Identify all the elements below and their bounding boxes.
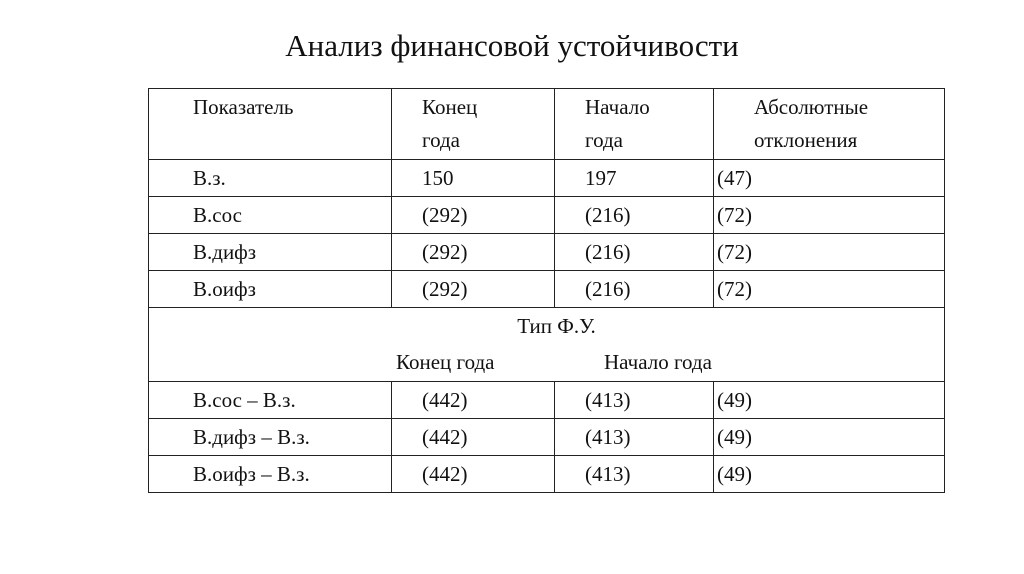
table-cell [392, 382, 555, 419]
table-row [149, 197, 945, 234]
section-row-fu-type [149, 308, 945, 382]
table-cell [555, 271, 714, 308]
table-cell [392, 234, 555, 271]
row-label: В.оифз [193, 277, 256, 301]
cell-value: 197 [585, 166, 617, 190]
cell-value: (216) [585, 240, 631, 264]
header-cell-absolute-deviation [714, 89, 945, 160]
table-cell [392, 197, 555, 234]
cell-value: (216) [585, 203, 631, 227]
table-cell [555, 419, 714, 456]
cell-value: (72) [717, 203, 752, 227]
table-row [149, 456, 945, 493]
cell-value: (49) [717, 425, 752, 449]
header-line: Начало [585, 95, 650, 119]
table-header-row [149, 89, 945, 160]
cell-value: (292) [422, 277, 468, 301]
table-cell [149, 271, 392, 308]
section-title: Тип Ф.У. [517, 314, 596, 338]
table-cell [714, 271, 945, 308]
table-cell [392, 456, 555, 493]
row-label: В.сос – В.з. [193, 388, 296, 412]
cell-value: 150 [422, 166, 454, 190]
table-cell [149, 419, 392, 456]
table-cell [149, 456, 392, 493]
section-subheader-end-of-year: Конец года [396, 350, 495, 374]
header-line: отклонения [754, 128, 858, 152]
row-label: В.дифз – В.з. [193, 425, 310, 449]
cell-value: (442) [422, 388, 468, 412]
cell-value: (413) [585, 388, 631, 412]
table-row [149, 234, 945, 271]
cell-value: (72) [717, 277, 752, 301]
table-cell [714, 160, 945, 197]
table-cell [392, 419, 555, 456]
cell-value: (413) [585, 462, 631, 486]
table-cell [149, 234, 392, 271]
table-cell [555, 197, 714, 234]
cell-value: (292) [422, 203, 468, 227]
cell-value: (47) [717, 166, 752, 190]
header-line: года [585, 128, 623, 152]
table-cell [149, 382, 392, 419]
row-label: В.дифз [193, 240, 257, 264]
page-title: Анализ финансовой устойчивости [285, 28, 739, 63]
header-cell-start-of-year [555, 89, 714, 160]
table-row [149, 271, 945, 308]
cell-value: (49) [717, 462, 752, 486]
cell-value: (216) [585, 277, 631, 301]
cell-value: (72) [717, 240, 752, 264]
header-cell-end-of-year [392, 89, 555, 160]
section-cell [149, 308, 945, 382]
cell-value: (442) [422, 462, 468, 486]
table-cell [714, 456, 945, 493]
header-line: Показатель [193, 95, 294, 119]
table-cell [555, 382, 714, 419]
table-cell [555, 456, 714, 493]
row-label: В.оифз – В.з. [193, 462, 310, 486]
table-row [149, 419, 945, 456]
table-row [149, 382, 945, 419]
row-label: В.з. [193, 166, 226, 190]
table-cell [392, 271, 555, 308]
header-line: Конец [422, 95, 478, 119]
header-line: Абсолютные [754, 95, 869, 119]
table-cell [714, 234, 945, 271]
header-cell-indicator [149, 89, 392, 160]
table-cell [555, 234, 714, 271]
section-subheaders [149, 344, 944, 380]
cell-value: (49) [717, 388, 752, 412]
row-label: В.сос [193, 203, 242, 227]
table-cell [714, 197, 945, 234]
table-cell [714, 419, 945, 456]
header-line: года [422, 128, 460, 152]
table-cell [149, 197, 392, 234]
cell-value: (413) [585, 425, 631, 449]
cell-value: (442) [422, 425, 468, 449]
section-subheader-start-of-year: Начало года [604, 350, 712, 374]
table-cell [149, 160, 392, 197]
financial-stability-table [148, 88, 945, 493]
table-cell [392, 160, 555, 197]
table-row [149, 160, 945, 197]
table-cell [714, 382, 945, 419]
table-cell [555, 160, 714, 197]
cell-value: (292) [422, 240, 468, 264]
